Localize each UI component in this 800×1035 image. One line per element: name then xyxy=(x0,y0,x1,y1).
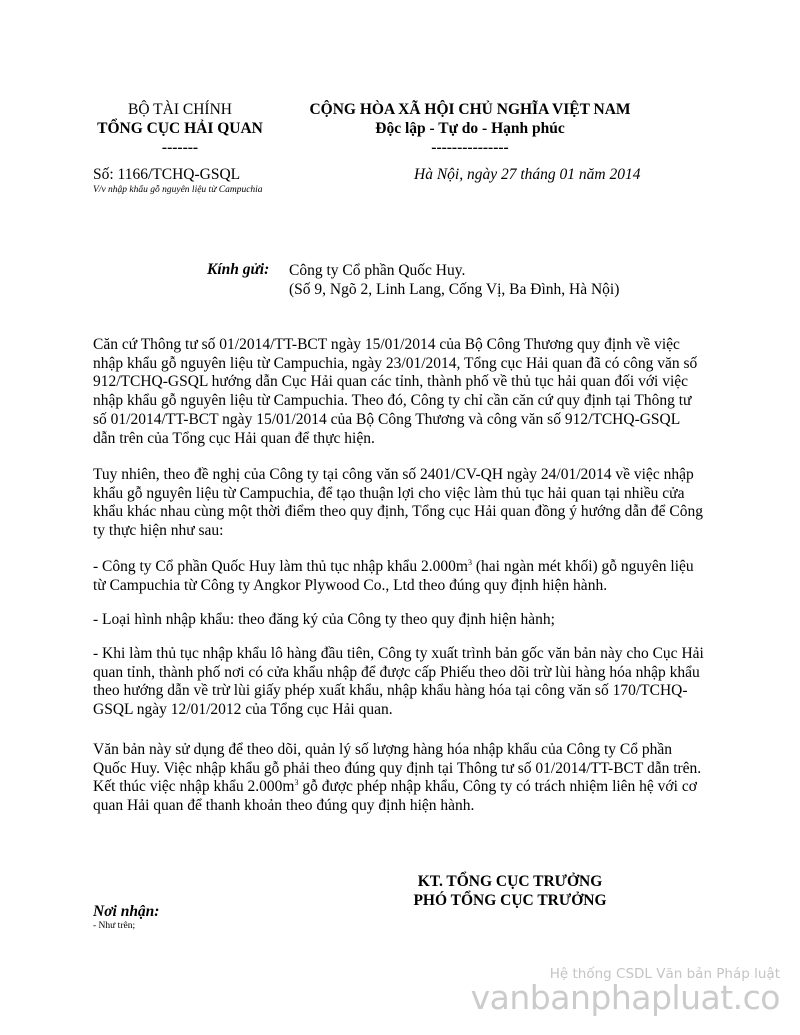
document-number: Số: 1166/TCHQ-GSQL xyxy=(93,166,241,183)
national-header xyxy=(290,100,650,157)
issuing-agency-header xyxy=(60,100,300,157)
ministry-name: BỘ TÀI CHÍNH xyxy=(128,101,232,118)
watermark-caption: Hệ thống CSDL Văn bản Pháp luật xyxy=(549,966,780,982)
recipient-block xyxy=(289,261,619,299)
document-subject: V/v nhập khẩu gỗ nguyên liệu từ Campuchia xyxy=(93,185,263,195)
national-motto: Độc lập - Tự do - Hạnh phúc xyxy=(375,120,565,137)
body-paragraph-5: - Khi làm thủ tục nhập khẩu lô hàng đầu tiên, Công ty xuất trình bản gốc văn bản này cho Cục Hải quan tỉnh, thành phố nơi có cửa khẩu nhập để được cấp Phiếu theo dõi trừ lùi hàng hóa nhập khẩu theo hướng dẫn về trừ lùi giấy phép xuất khẩu, nhập khẩu hàng hóa tại công văn số 170/TCHQ-GSQL ngày 12/01/2012 của Tổng cục Hải quan. xyxy=(93,645,704,719)
agency-name: TỔNG CỤC HẢI QUAN xyxy=(97,120,263,137)
place-and-date: Hà Nội, ngày 27 tháng 01 năm 2014 xyxy=(414,166,641,183)
recipients-label: Nơi nhận: xyxy=(93,903,160,920)
cubic-exponent: 3 xyxy=(467,557,472,567)
signature-block xyxy=(380,872,640,910)
body-paragraph-3: - Công ty Cổ phần Quốc Huy làm thủ tục nhập khẩu $2.000m^3$ (hai ngàn mét khối) gỗ nguyên liệu từ Campuchia từ Công ty Angkor Plywood Co., Ltd theo đúng quy định hiện hành. xyxy=(93,557,694,594)
watermark-site: vanbanphapluat.co xyxy=(470,978,780,1017)
body-paragraph-6: Văn bản này sử dụng để theo dõi, quản lý số lượng hàng hóa nhập khẩu của Công ty Cổ phần Quốc Huy. Việc nhập khẩu gỗ phải theo đúng quy định tại Thông tư số 01/2014/TT-BCT dẫn trên. Kết thúc việc nhập khẩu $2.000m^3$ gỗ được phép nhập khẩu, Công ty có trách nhiệm liên hệ với cơ quan Hải quan để thanh khoản theo đúng quy định hiện hành. xyxy=(93,741,702,815)
signature-title-2: PHÓ TỔNG CỤC TRƯỞNG xyxy=(413,892,607,909)
body-paragraph-1: Căn cứ Thông tư số 01/2014/TT-BCT ngày 15/01/2014 của Bộ Công Thương quy định về việc nhập khẩu gỗ nguyên liệu từ Campuchia, ngày 23/01/2014, Tổng cục Hải quan đã có công văn số 912/TCHQ-GSQL hướng dẫn Cục Hải quan các tỉnh, thành phố về thủ tục hải quan đối với việc nhập khẩu gỗ nguyên liệu từ Campuchia. Theo đó, Công ty chỉ cần căn cứ quy định tại Thông tư số 01/2014/TT-BCT ngày 15/01/2014 của Bộ Công Thương và công văn số 912/TCHQ-GSQL dẫn trên của Tổng cục Hải quan để thực hiện. xyxy=(93,336,698,447)
recipient-name: Công ty Cổ phần Quốc Huy. xyxy=(289,262,466,279)
body-paragraph-2: Tuy nhiên, theo đề nghị của Công ty tại công văn số 2401/CV-QH ngày 24/01/2014 về việc nhập khẩu gỗ nguyên liệu từ Campuchia, để tạo thuận lợi cho việc làm thủ tục hải quan tại nhiều cửa khẩu khác nhau cùng một thời điểm theo quy định, Tổng cục Hải quan đồng ý hướng dẫn để Công ty thực hiện như sau: xyxy=(93,466,703,540)
body-paragraph-4: - Loại hình nhập khẩu: theo đăng ký của Công ty theo quy định hiện hành; xyxy=(93,611,555,628)
header-left-divider: ------- xyxy=(161,139,199,156)
recipient-label: Kính gửi: xyxy=(207,261,270,278)
header-right-divider: --------------- xyxy=(431,139,509,156)
recipients-item: - Như trên; xyxy=(93,921,136,931)
recipient-address: (Số 9, Ngõ 2, Linh Lang, Cống Vị, Ba Đình, Hà Nội) xyxy=(289,281,620,298)
cubic-exponent: 3 xyxy=(294,778,299,788)
country-name: CỘNG HÒA XÃ HỘI CHỦ NGHĨA VIỆT NAM xyxy=(309,101,631,118)
signature-title-1: KT. TỔNG CỤC TRƯỞNG xyxy=(417,873,603,890)
